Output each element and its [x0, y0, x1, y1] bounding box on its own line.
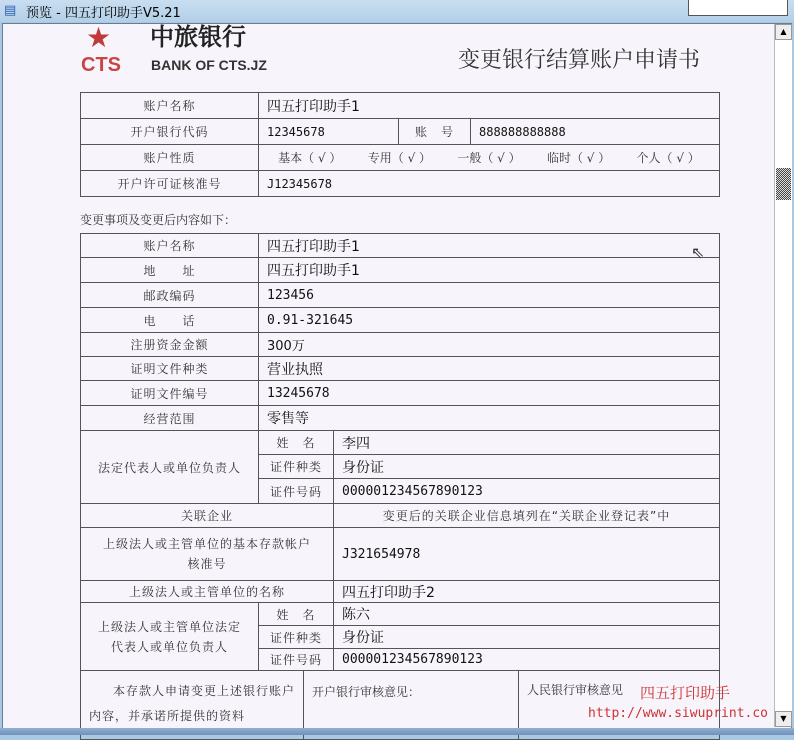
type-temporary: 临时（ √ ）: [546, 151, 611, 165]
label: 邮政编码: [80, 282, 259, 308]
license-number: J12345678: [258, 170, 720, 197]
label: 上级法人或主管单位的基本存款帐户核准号: [80, 527, 334, 581]
value: 000001234567890123: [333, 478, 720, 504]
label: 证件种类: [258, 625, 334, 649]
applicant-statement: 本存款人申请变更上述银行账户内容，并承诺所提供的资料: [80, 670, 304, 740]
label: 账户性质: [80, 144, 259, 171]
label: 账户名称: [80, 92, 259, 119]
label: 法定代表人或单位负责人: [80, 430, 259, 504]
vertical-scrollbar[interactable]: [774, 24, 792, 727]
mouse-cursor-icon: ⇖: [691, 243, 705, 262]
value: 身份证: [333, 625, 720, 649]
label: 注册资金金额: [80, 332, 259, 357]
scroll-down-button[interactable]: ▼: [775, 711, 792, 727]
label: 上级法人或主管单位的名称: [80, 580, 334, 603]
value: 零售等: [258, 405, 720, 431]
bank-name-cn: 中旅银行: [150, 22, 246, 51]
label: 开户银行代码: [80, 118, 259, 145]
changes-heading: 变更事项及变更后内容如下：: [80, 213, 237, 227]
label: 证件号码: [258, 648, 334, 671]
app-icon: ▤: [4, 3, 17, 18]
label: 开户许可证核准号: [80, 170, 259, 197]
label: 上级法人或主管单位法定代表人或单位负责人: [80, 602, 259, 671]
window-bottom-border: [0, 728, 794, 735]
label: 证明文件种类: [80, 356, 259, 381]
watermark-name: 四五打印助手: [640, 684, 731, 702]
label: 电 话: [80, 307, 259, 333]
overlay-window: [688, 0, 788, 16]
related-note: 变更后的关联企业信息填列在“关联企业登记表”中: [333, 503, 720, 528]
scroll-up-button[interactable]: ▲: [775, 24, 792, 40]
type-general: 一般（ √ ）: [457, 151, 521, 165]
value: J321654978: [333, 527, 720, 581]
label: 证明文件编号: [80, 380, 259, 406]
value: 身份证: [333, 454, 720, 479]
label: 关联企业: [80, 503, 334, 528]
pboc-review: 人民银行审核意见: [518, 670, 720, 740]
type-personal: 个人（ √ ）: [636, 151, 700, 165]
value: 四五打印助手1: [258, 257, 720, 283]
bank-code: 12345678: [258, 118, 399, 145]
logo-text: CTS: [81, 54, 121, 76]
type-special: 专用（ √ ）: [367, 151, 432, 165]
value: 300万: [258, 332, 720, 357]
title-bar: [0, 0, 794, 22]
type-basic: 基本（ √ ）: [278, 151, 342, 165]
value: 四五打印助手2: [333, 580, 720, 603]
label: 姓 名: [258, 602, 334, 626]
account-type-options: [258, 144, 720, 171]
value: 李四: [333, 430, 720, 455]
label: 经营范围: [80, 405, 259, 431]
label: 地 址: [80, 257, 259, 283]
value: 陈六: [333, 602, 720, 626]
label: 证件种类: [258, 454, 334, 479]
value: 123456: [258, 282, 720, 308]
window-title: 预览 - 四五打印助手V5.21: [26, 5, 181, 21]
document-title: 变更银行结算账户申请书: [458, 48, 701, 73]
label: 证件号码: [258, 478, 334, 504]
label: 账户名称: [80, 233, 259, 258]
account-name: 四五打印助手1: [258, 92, 720, 119]
scroll-thumb[interactable]: [776, 168, 791, 200]
bank-name-en: BANK OF CTS.JZ: [151, 57, 267, 73]
value: 四五打印助手1: [258, 233, 720, 258]
account-number: 888888888888: [470, 118, 720, 145]
label: 账 号: [398, 118, 471, 145]
value: 000001234567890123: [333, 648, 720, 671]
watermark-url: http://www.siwuprint.co: [588, 706, 769, 721]
value: 13245678: [258, 380, 720, 406]
value: 0.91-321645: [258, 307, 720, 333]
value: 营业执照: [258, 356, 720, 381]
label: 姓 名: [258, 430, 334, 455]
bank-review: 开户银行审核意见：: [303, 670, 519, 740]
cts-star-logo: ★: [86, 24, 112, 52]
